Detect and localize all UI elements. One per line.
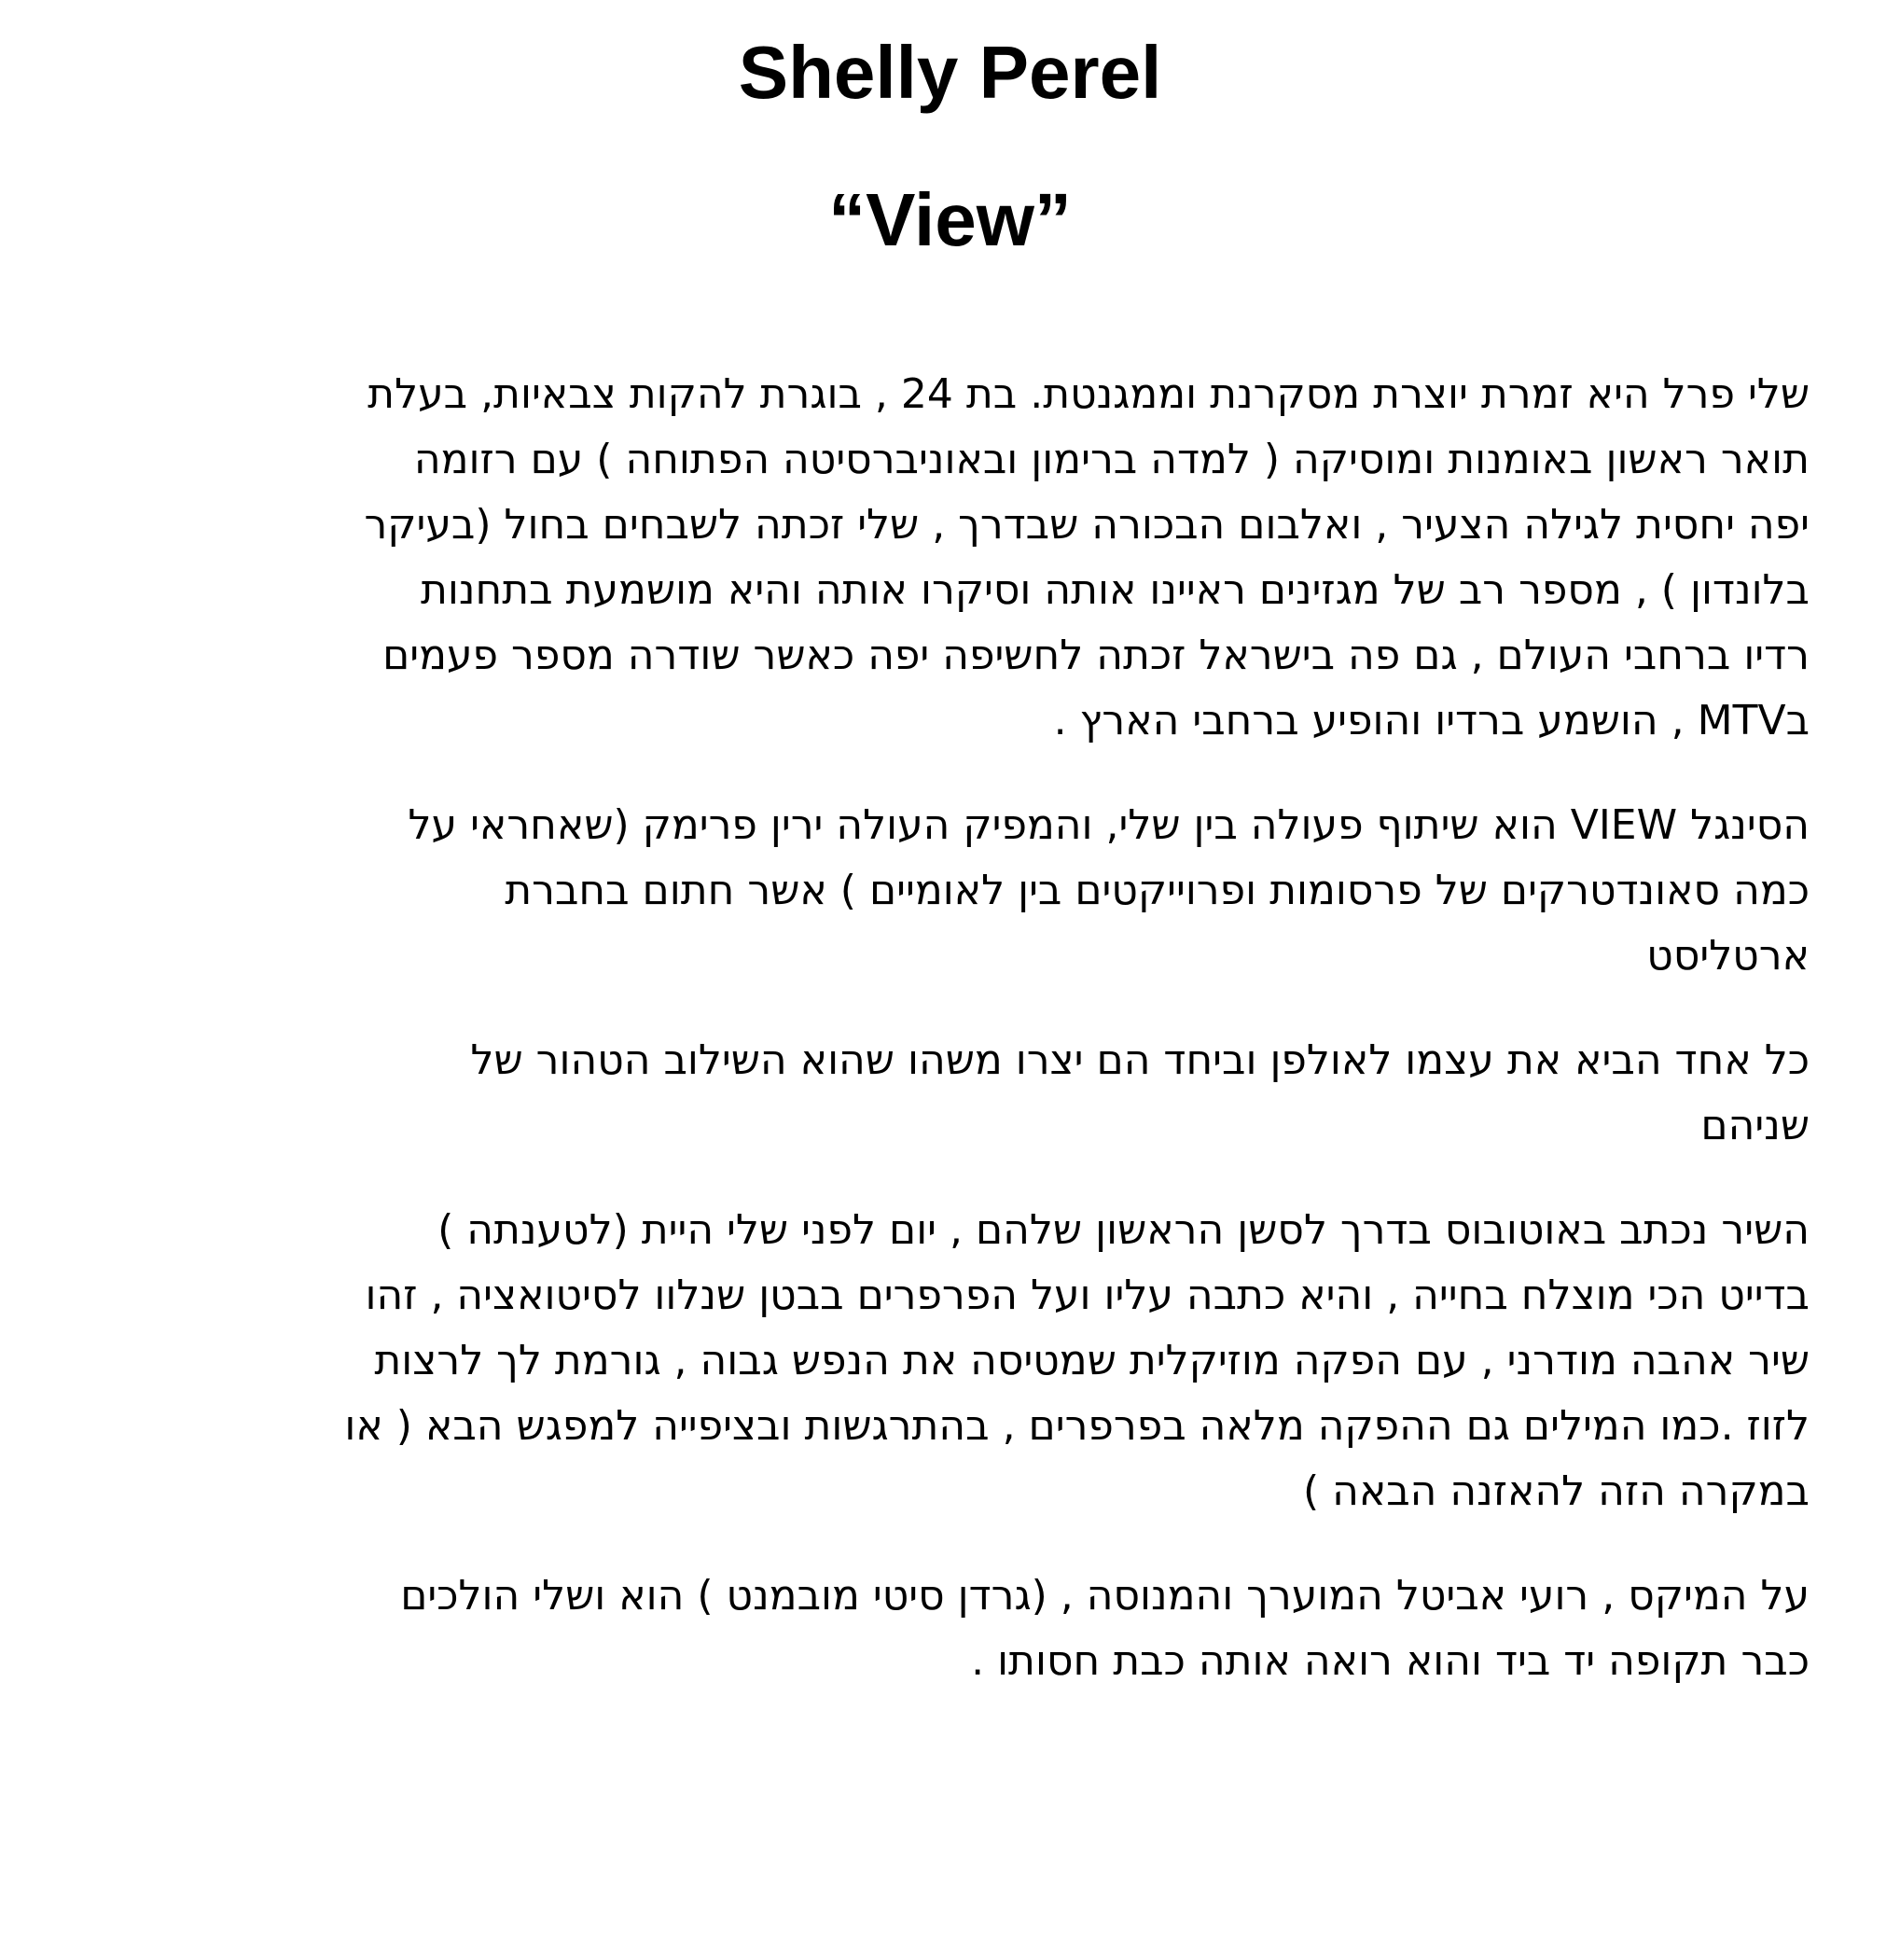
document-body (56, 362, 1810, 1733)
paragraph-bio (56, 362, 1810, 754)
document-subtitle: “View” (828, 178, 1072, 261)
text-line: כבר תקופה יד ביד והוא רואה אותה כבת חסותו . (971, 1637, 1810, 1685)
text-line: תואר ראשון באומנות ומוסיקה ( למדה ברימון ובאוניברסיטה הפתוחה ) עם רזומה (413, 436, 1810, 483)
text-line: בMTV , הושמע ברדיו והופיע ברחבי הארץ . (1053, 697, 1810, 744)
paragraph-song-story (56, 1198, 1810, 1524)
paragraph-collaboration (56, 1028, 1810, 1159)
text-line: יפה יחסית לגילה הצעיר , ואלבום הבכורה שבדרך , שלי זכתה לשבחים בחול (בעיקר (364, 501, 1810, 549)
text-line: שלי פרל היא זמרת יוצרת מסקרנת וממגנטת. בת 24 , בוגרת להקות צבאיות, בעלת (368, 370, 1810, 418)
text-line: במקרה הזה להאזנה הבאה ) (1302, 1467, 1810, 1515)
text-line: כל אחד הביא את עצמו לאולפן וביחד הם יצרו משהו שהוא השילוב הטהור של (470, 1036, 1810, 1084)
text-line: בדייט הכי מוצלח בחייה , והיא כתבה עליו ועל הפרפרים בבטן שנלוו לסיטואציה , זהו (365, 1272, 1810, 1319)
text-line: השיר נכתב באוטובוס בדרך לסשן הראשון שלהם , יום לפני שלי היית (לטענתה ) (437, 1206, 1810, 1254)
document-title: Shelly Perel (738, 31, 1162, 114)
text-line: שיר אהבה מודרני , עם הפקה מוזיקלית שמטיסה את הנפש גבוה , גורמת לך לרצות (374, 1337, 1810, 1384)
paragraph-single (56, 793, 1810, 989)
text-line: בלונדון ) , מספר רב של מגזינים ראיינו אותה וסיקרו אותה והיא מושמעת בתחנות (420, 566, 1810, 614)
paragraph-mix (56, 1564, 1810, 1694)
text-line: רדיו ברחבי העולם , גם פה בישראל זכתה לחשיפה יפה כאשר שודרה מספר פעמים (382, 632, 1810, 679)
text-line: שניהם (1700, 1102, 1810, 1149)
text-line: לזוז .כמו המילים גם ההפקה מלאה בפרפרים , בהתרגשות ובציפייה למפגש הבא ( או (344, 1402, 1810, 1450)
text-line: כמה סאונדטרקים של פרסומות ופרוייקטים בין לאומיים ) אשר חתום בחברת (505, 867, 1810, 914)
text-line: הסינגל VIEW הוא שיתוף פעולה בין שלי, והמפיק העולה ירין פרימק (שאחראי על (408, 801, 1810, 849)
text-line: על המיקס , רועי אביטל המוערך והמנוסה , (גרדן סיטי מובמנט ) הוא ושלי הולכים (400, 1572, 1810, 1619)
text-line: ארטליסט (1646, 932, 1810, 980)
